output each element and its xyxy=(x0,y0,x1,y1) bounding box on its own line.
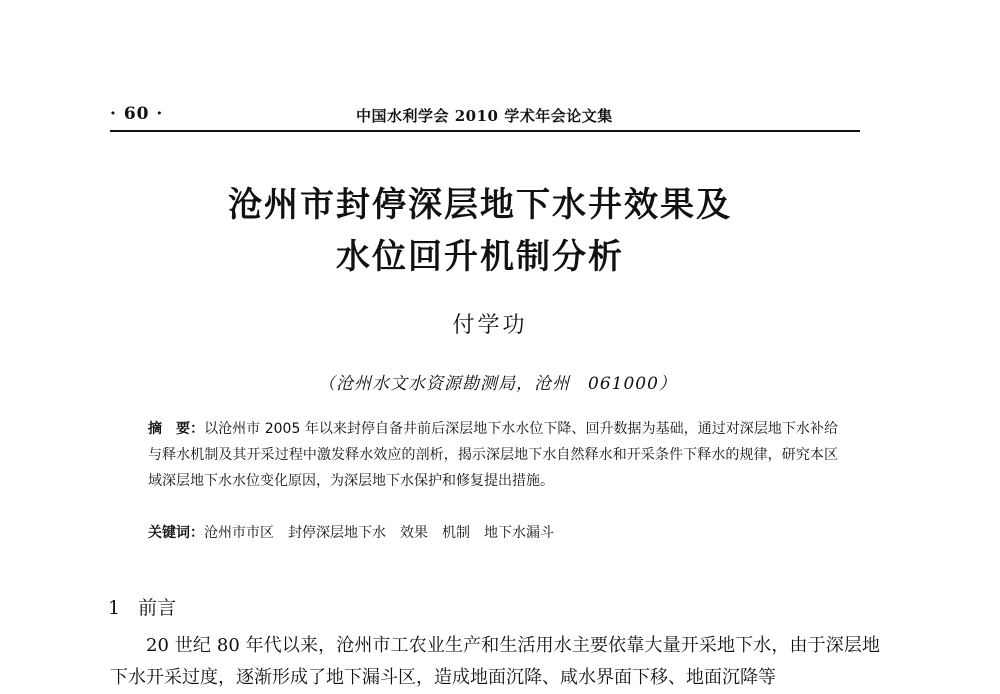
abstract-text: 以沧州市 2005 年以来封停自备井前后深层地下水水位下降、回升数据为基础，通过对深层地下水补给与释水机制及其开采过程中激发释水效应的剖析，揭示深层地下水自然释水和开采条件下释水的规律，研究本区域深层地下水水位变化原因，为深层地下水保护和修复提出措施。 xyxy=(148,421,838,489)
section-heading xyxy=(108,593,176,620)
keywords xyxy=(148,522,838,542)
body-paragraph: 20 世纪 80 年代以来，沧州市工农业生产和生活用水主要依靠大量开采地下水，由于深层地下水开采过度，逐渐形成了地下漏斗区，造成地面沉降、咸水界面下移、地面沉降等 xyxy=(110,635,880,688)
page-number: · 60 · xyxy=(110,104,164,124)
section-title: 前言 xyxy=(138,597,177,619)
keyword: 机制 xyxy=(442,525,470,541)
running-head xyxy=(110,104,860,128)
abstract-label: 摘 要： xyxy=(148,421,205,437)
paper-title-line-2: 水位回升机制分析 xyxy=(336,237,624,277)
keyword: 地下水漏斗 xyxy=(484,525,554,541)
abstract xyxy=(148,416,838,494)
author-affiliation: （沧州水文水资源勘测局，沧州 061000） xyxy=(318,374,677,394)
keyword: 封停深层地下水 xyxy=(288,525,386,541)
keywords-label: 关键词： xyxy=(148,525,204,541)
body-text xyxy=(110,630,880,694)
paper-title-line-1: 沧州市封停深层地下水井效果及 xyxy=(228,185,732,225)
journal-name: 中国水利学会 2010 学术年会论文集 xyxy=(356,107,613,125)
section-number: 1 xyxy=(108,597,121,619)
header-rule xyxy=(110,130,860,132)
keyword: 效果 xyxy=(400,525,428,541)
author-name: 付学功 xyxy=(452,313,528,338)
keyword: 沧州市市区 xyxy=(204,525,274,541)
